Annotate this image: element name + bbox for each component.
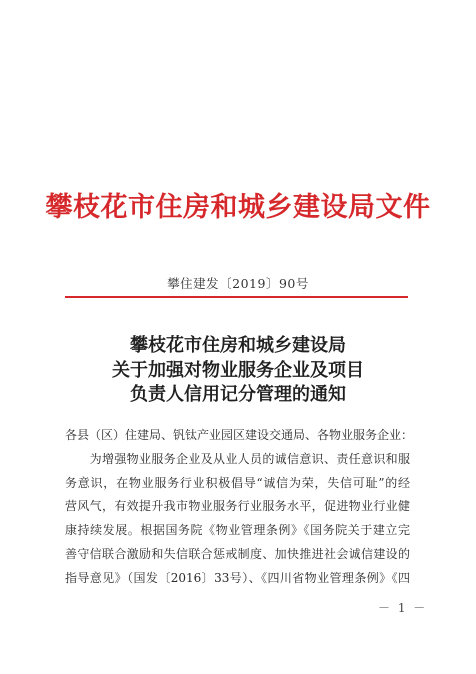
body-line: 指导意见》（国发〔2016〕33号）、《四川省物业管理条例》《四 bbox=[65, 570, 410, 585]
body-line: 营风气，有效提升我市物业服务行业服务水平，促进物业行业健 bbox=[65, 499, 410, 514]
notice-title bbox=[0, 334, 476, 408]
notice-body bbox=[65, 424, 414, 591]
salutation-line: 各县（区）住建局、钒钛产业园区建设交通局、各物业服务企业： bbox=[65, 428, 414, 442]
body-line: 务意识，在物业服务行业积极倡导“诚信为荣，失信可耻”的经 bbox=[65, 475, 410, 490]
document-number: 攀住建发〔2019〕90号 bbox=[167, 276, 309, 291]
body-line: 为增强物业服务企业及从业人员的诚信意识、责任意识和服 bbox=[65, 451, 410, 466]
title-line: 关于加强对物业服务企业及项目 bbox=[112, 359, 364, 381]
title-line: 负责人信用记分管理的通知 bbox=[130, 384, 346, 405]
document-masthead: 攀枝花市住房和城乡建设局文件 bbox=[45, 192, 431, 223]
body-line: 善守信联合激励和失信联合惩戒制度、加快推进社会诚信建设的 bbox=[65, 546, 410, 561]
red-divider-line bbox=[65, 296, 408, 298]
body-line: 康持续发展。根据国务院《物业管理条例》《国务院关于建立完 bbox=[65, 523, 410, 538]
title-line: 攀枝花市住房和城乡建设局 bbox=[130, 335, 346, 356]
page-number: － 1 － bbox=[378, 601, 428, 615]
